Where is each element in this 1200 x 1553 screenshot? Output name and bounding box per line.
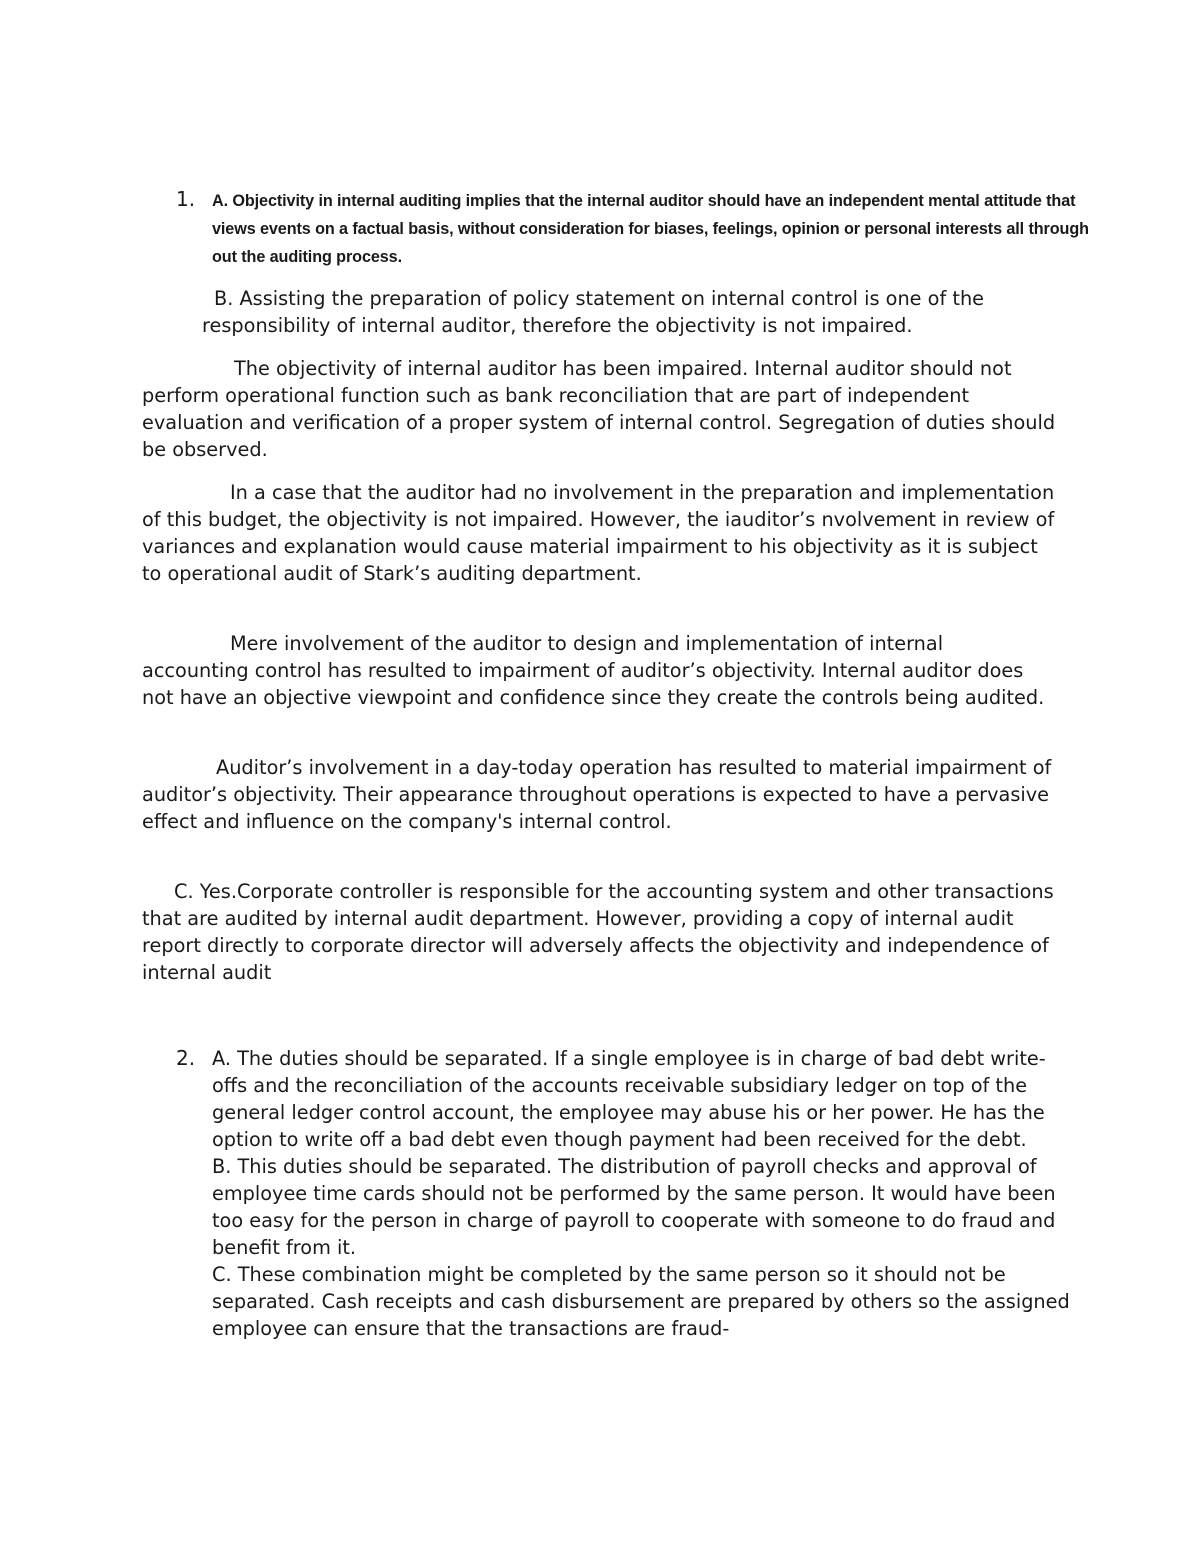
question-1-paragraph-1: The objectivity of internal auditor has been impaired. Internal auditor should not perform operational function such as bank reconciliation that are part of independent evaluation and verification of a proper system of internal control. Segregation of duties should be observed. (142, 357, 1056, 461)
question-2-part-b: B. This duties should be separated. The distribution of payroll checks and approval of employee time cards should not be performed by the same person. It would have been too easy for the person in charge of payroll to cooperate with someone to do fraud and benefit from it. (212, 1155, 1056, 1259)
question-2-part-a: A. The duties should be separated. If a single employee is in charge of bad debt write-offs and the reconciliation of the accounts receivable subsidiary ledger on top of the general ledger control account, the employee may abuse his or her power. He has the option to write off a bad debt even though payment had been received for the debt. (212, 1047, 1046, 1151)
question-1-number: 1. (176, 187, 196, 211)
question-1-part-a: A. Objectivity in internal auditing implies that the internal auditor should have an independent mental attitude that views events on a factual basis, without consideration for biases, feelings, opinion or personal interests all through out the auditing process. (212, 192, 1089, 266)
question-2-part-c: C. These combination might be completed by the same person so it should not be separated. Cash receipts and cash disbursement are prepared by others so the assigned employee can ensure that the transactions are fraud- (212, 1263, 1070, 1340)
question-2-number: 2. (176, 1046, 196, 1070)
question-1-paragraph-3: Mere involvement of the auditor to design and implementation of internal accounting control has resulted to impairment of auditor’s objectivity. Internal auditor does not have an objective viewpoint and confidence since they create the controls being audited. (142, 632, 1045, 709)
question-2-answers (212, 1045, 1072, 1342)
question-1-part-c: C. Yes.Corporate controller is responsible for the accounting system and other transactions that are audited by internal audit department. However, providing a copy of internal audit report directly to corporate director will adversely affects the objectivity and independence of internal audit (142, 880, 1054, 984)
question-1-paragraph-4: Auditor’s involvement in a day-today operation has resulted to material impairment of auditor’s objectivity. Their appearance throughout operations is expected to have a pervasive effect and influence on the company's internal control. (142, 756, 1052, 833)
question-1-paragraph-2: In a case that the auditor had no involvement in the preparation and implementation of this budget, the objectivity is not impaired. However, the iauditor’s nvolvement in review of variances and explanation would cause material impairment to his objectivity as it is subject to operational audit of Stark’s auditing department. (142, 481, 1055, 585)
question-1-part-b: B. Assisting the preparation of policy statement on internal control is one of the responsibility of internal auditor, therefore the objectivity is not impaired. (202, 287, 985, 337)
